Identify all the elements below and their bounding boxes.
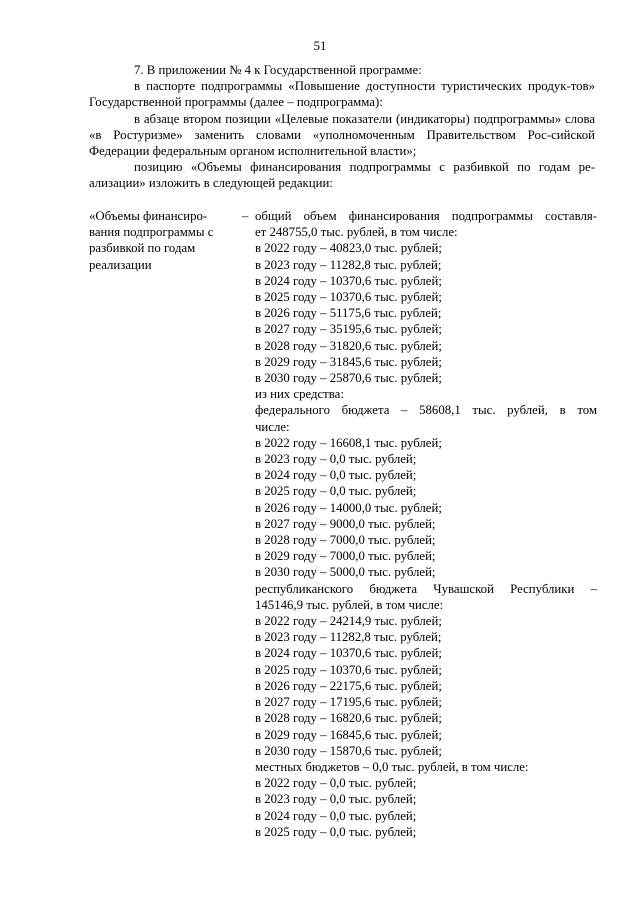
funding-line: в 2022 году – 16608,1 тыс. рублей; (255, 435, 442, 450)
funding-line: местных бюджетов – 0,0 тыс. рублей, в том числе: (255, 759, 529, 774)
funding-line: в 2025 году – 0,0 тыс. рублей; (255, 484, 417, 499)
funding-line: в 2030 году – 15870,6 тыс. рублей; (255, 743, 442, 758)
funding-line: в 2026 году – 14000,0 тыс. рублей; (255, 500, 442, 515)
funding-line: в 2030 году – 5000,0 тыс. рублей; (255, 565, 436, 580)
funding-line: из них средства: (255, 387, 344, 402)
funding-line: в 2027 году – 9000,0 тыс. рублей; (255, 516, 436, 531)
funding-line: в 2026 году – 22175,6 тыс. рублей; (255, 678, 442, 693)
funding-line: в 2029 году – 16845,6 тыс. рублей; (255, 727, 442, 742)
separator-dash: – (242, 209, 249, 223)
funding-line: в 2026 году – 51175,6 тыс. рублей; (255, 306, 442, 321)
intro-paragraph: позицию «Объемы финансирования подпрограммы с разбивкой по годам ре-ализации» изложить в следующей редакции: (89, 160, 595, 191)
funding-line: в 2028 году – 7000,0 тыс. рублей; (255, 533, 436, 548)
funding-line: федерального бюджета – 58608,1 тыс. рублей, в том (255, 403, 597, 418)
funding-line: числе: (255, 419, 290, 434)
intro-paragraph: в паспорте подпрограммы «Повышение доступности туристических продук-тов» Государственной программы (далее – подпрограмма): (89, 79, 595, 110)
label-line: реализации (89, 257, 152, 272)
funding-line: в 2027 году – 35195,6 тыс. рублей; (255, 322, 442, 337)
funding-line: в 2024 году – 0,0 тыс. рублей; (255, 808, 417, 823)
amendment-intro (89, 62, 595, 192)
funding-line: республиканского бюджета Чувашской Республики – (255, 581, 597, 596)
intro-paragraph: 7. В приложении № 4 к Государственной программе: (134, 63, 422, 77)
label-line: вания подпрограммы с (89, 225, 214, 240)
funding-line: в 2025 году – 10370,6 тыс. рублей; (255, 290, 442, 305)
funding-line: в 2030 году – 25870,6 тыс. рублей; (255, 371, 442, 386)
intro-paragraph: в абзаце втором позиции «Целевые показатели (индикаторы) подпрограммы» слова «в Ростуризме» заменить словами «уполномоченным Правительством Рос-сийской Федерации федеральным органом исполнительной власти»; (89, 111, 595, 159)
funding-line: в 2023 году – 11282,8 тыс. рублей; (255, 630, 442, 645)
funding-line: в 2027 году – 17195,6 тыс. рублей; (255, 695, 442, 710)
funding-details (255, 208, 597, 840)
funding-line: в 2023 году – 0,0 тыс. рублей; (255, 452, 417, 467)
funding-line: ет 248755,0 тыс. рублей, в том числе: (255, 225, 458, 240)
funding-line: в 2029 году – 7000,0 тыс. рублей; (255, 549, 436, 564)
page-number: 51 (313, 39, 327, 53)
funding-line: в 2025 году – 0,0 тыс. рублей; (255, 824, 417, 839)
label-line: разбивкой по годам (89, 241, 196, 256)
funding-line: в 2028 году – 16820,6 тыс. рублей; (255, 711, 442, 726)
funding-line: в 2028 году – 31820,6 тыс. рублей; (255, 338, 442, 353)
funding-line: в 2024 году – 10370,6 тыс. рублей; (255, 273, 442, 288)
funding-line: в 2025 году – 10370,6 тыс. рублей; (255, 662, 442, 677)
funding-line: в 2023 году – 11282,8 тыс. рублей; (255, 257, 442, 272)
funding-line: в 2024 году – 0,0 тыс. рублей; (255, 468, 417, 483)
position-label (89, 208, 239, 273)
funding-line: в 2022 году – 0,0 тыс. рублей; (255, 776, 417, 791)
label-line: «Объемы финансиро- (89, 209, 208, 223)
funding-line: в 2022 году – 40823,0 тыс. рублей; (255, 241, 442, 256)
funding-line: в 2029 году – 31845,6 тыс. рублей; (255, 354, 442, 369)
funding-line: общий объем финансирования подпрограммы составля- (255, 209, 597, 223)
funding-line: в 2024 году – 10370,6 тыс. рублей; (255, 646, 442, 661)
funding-line: в 2023 году – 0,0 тыс. рублей; (255, 792, 417, 807)
funding-line: в 2022 году – 24214,9 тыс. рублей; (255, 614, 442, 629)
funding-line: 145146,9 тыс. рублей, в том числе: (255, 597, 444, 612)
